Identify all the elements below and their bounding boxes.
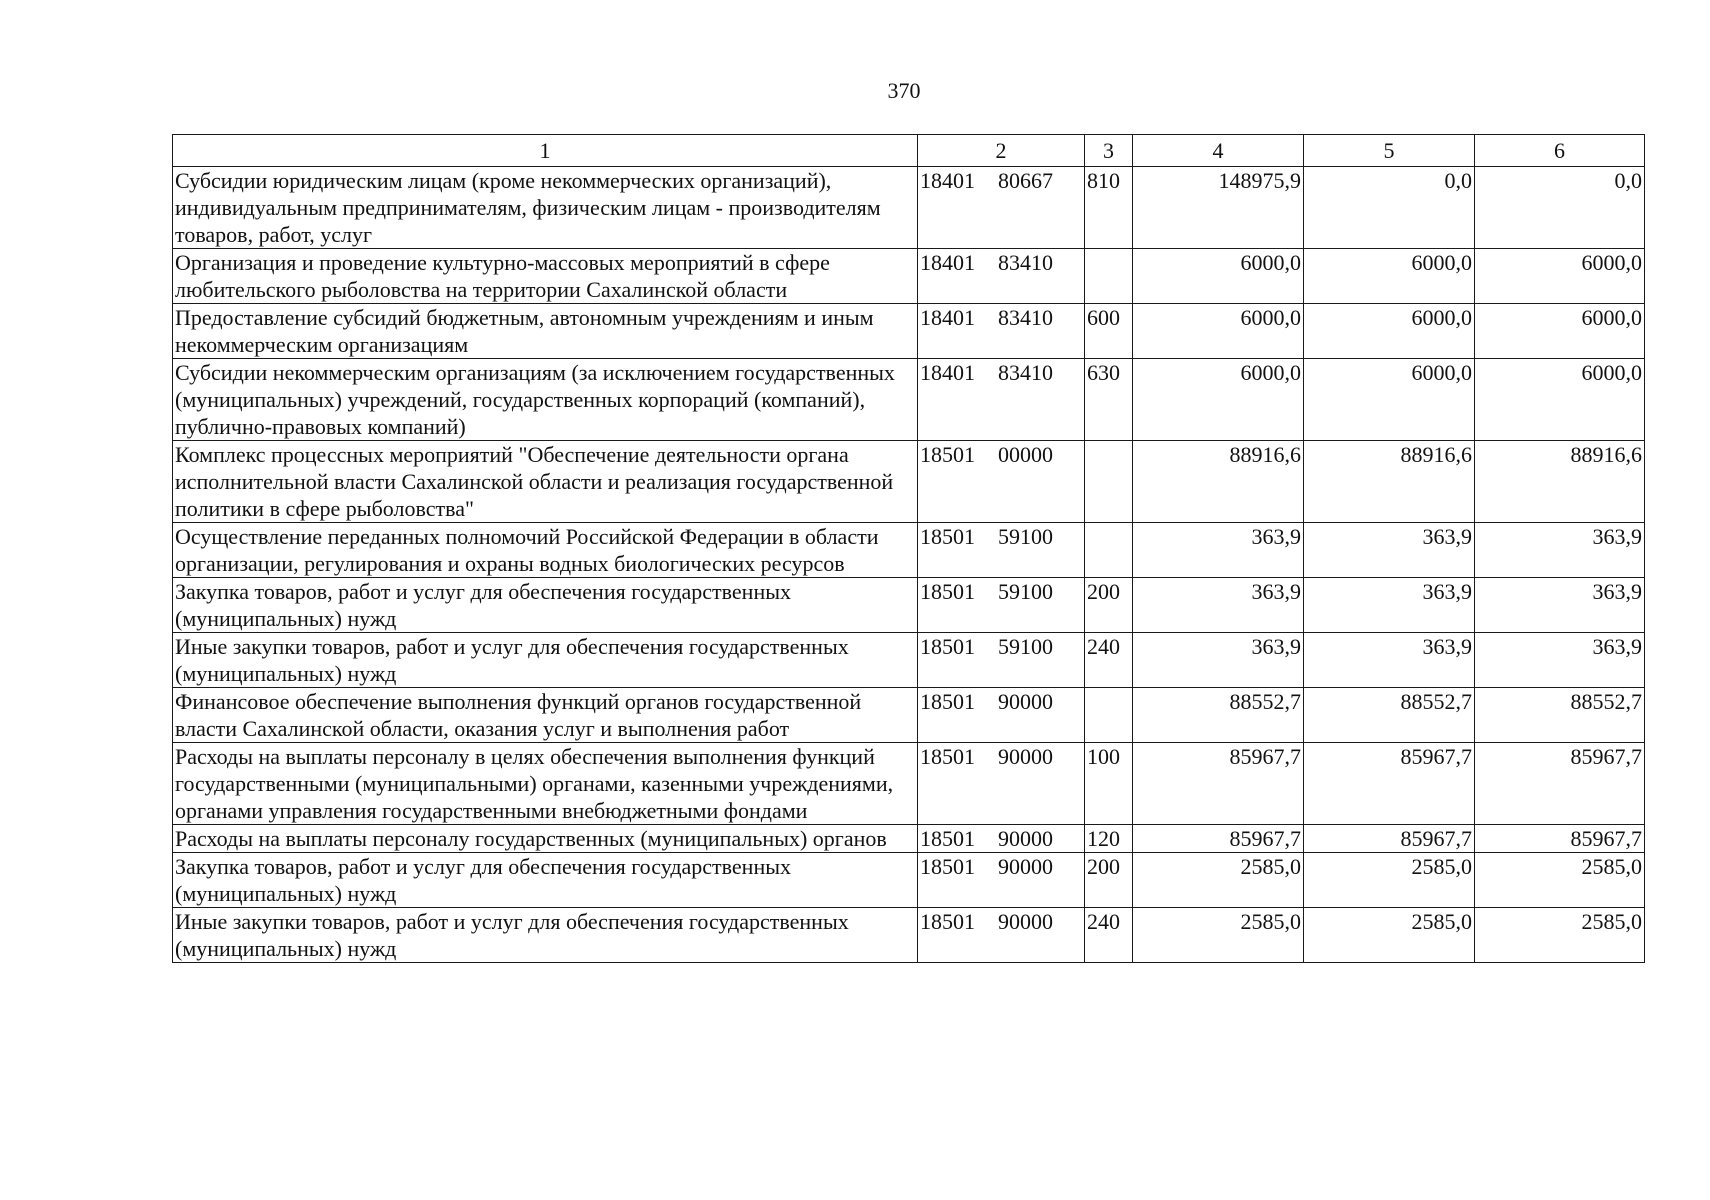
row-code [918,578,1085,633]
table-row [173,167,1645,249]
row-expense-type: 100 [1085,743,1133,825]
row-name: Расходы на выплаты персоналу государственных (муниципальных) органов [173,825,918,853]
code-program: 18501 [920,689,975,714]
row-expense-type [1085,688,1133,743]
row-code [918,825,1085,853]
row-code [918,359,1085,441]
page-number: 370 [887,78,921,103]
row-expense-type [1085,523,1133,578]
code-program: 18401 [920,250,975,275]
table-row [173,908,1645,963]
row-value-col5: 363,9 [1304,633,1475,688]
row-value-col6: 6000,0 [1475,359,1645,441]
row-value-col6: 85967,7 [1475,743,1645,825]
column-header-2: 2 [918,135,1085,167]
row-value-col4: 148975,9 [1133,167,1304,249]
row-value-col6: 88552,7 [1475,688,1645,743]
code-direction: 90000 [998,854,1053,879]
code-program: 18501 [920,854,975,879]
row-value-col5: 85967,7 [1304,825,1475,853]
row-value-col5: 6000,0 [1304,249,1475,304]
row-code [918,304,1085,359]
code-direction: 83410 [998,305,1053,330]
code-program: 18401 [920,360,975,385]
table-header-row [173,135,1645,167]
row-expense-type: 240 [1085,908,1133,963]
row-name: Осуществление переданных полномочий Российской Федерации в области организации, регулирования и охраны водных биологических ресурсов [173,523,918,578]
code-program: 18401 [920,168,975,193]
row-name: Предоставление субсидий бюджетным, автономным учреждениям и иным некоммерческим организациям [173,304,918,359]
column-header-6: 6 [1475,135,1645,167]
row-expense-type: 200 [1085,578,1133,633]
row-value-col6: 363,9 [1475,578,1645,633]
row-value-col4: 6000,0 [1133,359,1304,441]
column-header-1: 1 [173,135,918,167]
row-expense-type: 120 [1085,825,1133,853]
row-value-col4: 363,9 [1133,578,1304,633]
row-name: Субсидии юридическим лицам (кроме некоммерческих организаций), индивидуальным предпринимателям, физическим лицам - производителям товаров, работ, услуг [173,167,918,249]
table-row [173,441,1645,523]
budget-table [172,134,1645,963]
table-row [173,359,1645,441]
row-value-col4: 85967,7 [1133,825,1304,853]
code-program: 18501 [920,744,975,769]
code-program: 18401 [920,305,975,330]
code-direction: 90000 [998,744,1053,769]
row-value-col5: 85967,7 [1304,743,1475,825]
column-header-4: 4 [1133,135,1304,167]
table-row [173,633,1645,688]
table-row [173,523,1645,578]
row-value-col6: 85967,7 [1475,825,1645,853]
row-value-col4: 6000,0 [1133,249,1304,304]
row-name: Организация и проведение культурно-массовых мероприятий в сфере любительского рыболовства на территории Сахалинской области [173,249,918,304]
row-code [918,249,1085,304]
code-direction: 83410 [998,250,1053,275]
row-name: Комплекс процессных мероприятий "Обеспечение деятельности органа исполнительной власти Сахалинской области и реализация государственной политики в сфере рыболовства" [173,441,918,523]
row-code [918,908,1085,963]
row-value-col5: 6000,0 [1304,304,1475,359]
code-direction: 90000 [998,689,1053,714]
code-program: 18501 [920,826,975,851]
table-row [173,853,1645,908]
row-expense-type: 630 [1085,359,1133,441]
table-row [173,304,1645,359]
row-value-col4: 88916,6 [1133,441,1304,523]
row-code [918,523,1085,578]
table-row [173,825,1645,853]
row-value-col4: 88552,7 [1133,688,1304,743]
row-value-col6: 0,0 [1475,167,1645,249]
row-expense-type [1085,249,1133,304]
row-value-col6: 6000,0 [1475,304,1645,359]
table-row [173,743,1645,825]
column-header-5: 5 [1304,135,1475,167]
row-expense-type [1085,441,1133,523]
row-value-col5: 88552,7 [1304,688,1475,743]
row-code [918,441,1085,523]
row-code [918,688,1085,743]
code-direction: 59100 [998,634,1053,659]
row-name: Расходы на выплаты персоналу в целях обеспечения выполнения функций государственными (муниципальными) органами, казенными учреждениями, органами управления государственными внебюджетными фондами [173,743,918,825]
row-value-col5: 88916,6 [1304,441,1475,523]
row-value-col6: 363,9 [1475,633,1645,688]
row-name: Закупка товаров, работ и услуг для обеспечения государственных (муниципальных) нужд [173,853,918,908]
row-expense-type: 240 [1085,633,1133,688]
row-name: Субсидии некоммерческим организациям (за исключением государственных (муниципальных) учреждений, государственных корпораций (компаний), публично-правовых компаний) [173,359,918,441]
code-direction: 90000 [998,826,1053,851]
table-row [173,688,1645,743]
row-value-col6: 2585,0 [1475,908,1645,963]
row-expense-type: 600 [1085,304,1133,359]
row-name: Закупка товаров, работ и услуг для обеспечения государственных (муниципальных) нужд [173,578,918,633]
row-name: Иные закупки товаров, работ и услуг для обеспечения государственных (муниципальных) нужд [173,633,918,688]
table-row [173,578,1645,633]
row-value-col6: 88916,6 [1475,441,1645,523]
row-value-col5: 2585,0 [1304,908,1475,963]
row-value-col5: 363,9 [1304,578,1475,633]
row-value-col4: 2585,0 [1133,908,1304,963]
row-name: Финансовое обеспечение выполнения функций органов государственной власти Сахалинской области, оказания услуг и выполнения работ [173,688,918,743]
row-value-col4: 6000,0 [1133,304,1304,359]
row-expense-type: 810 [1085,167,1133,249]
code-direction: 90000 [998,909,1053,934]
code-direction: 00000 [998,442,1053,467]
code-direction: 80667 [998,168,1053,193]
row-value-col4: 2585,0 [1133,853,1304,908]
row-name: Иные закупки товаров, работ и услуг для обеспечения государственных (муниципальных) нужд [173,908,918,963]
row-value-col5: 0,0 [1304,167,1475,249]
row-value-col6: 363,9 [1475,523,1645,578]
row-code [918,167,1085,249]
row-expense-type: 200 [1085,853,1133,908]
code-program: 18501 [920,634,975,659]
row-value-col5: 6000,0 [1304,359,1475,441]
code-program: 18501 [920,579,975,604]
row-code [918,853,1085,908]
row-code [918,633,1085,688]
row-value-col5: 2585,0 [1304,853,1475,908]
row-value-col4: 363,9 [1133,523,1304,578]
code-direction: 59100 [998,579,1053,604]
code-program: 18501 [920,524,975,549]
code-direction: 59100 [998,524,1053,549]
row-value-col6: 2585,0 [1475,853,1645,908]
row-value-col6: 6000,0 [1475,249,1645,304]
row-value-col4: 85967,7 [1133,743,1304,825]
code-direction: 83410 [998,360,1053,385]
row-value-col5: 363,9 [1304,523,1475,578]
row-value-col4: 363,9 [1133,633,1304,688]
code-program: 18501 [920,442,975,467]
code-program: 18501 [920,909,975,934]
row-code [918,743,1085,825]
table-row [173,249,1645,304]
column-header-3: 3 [1085,135,1133,167]
